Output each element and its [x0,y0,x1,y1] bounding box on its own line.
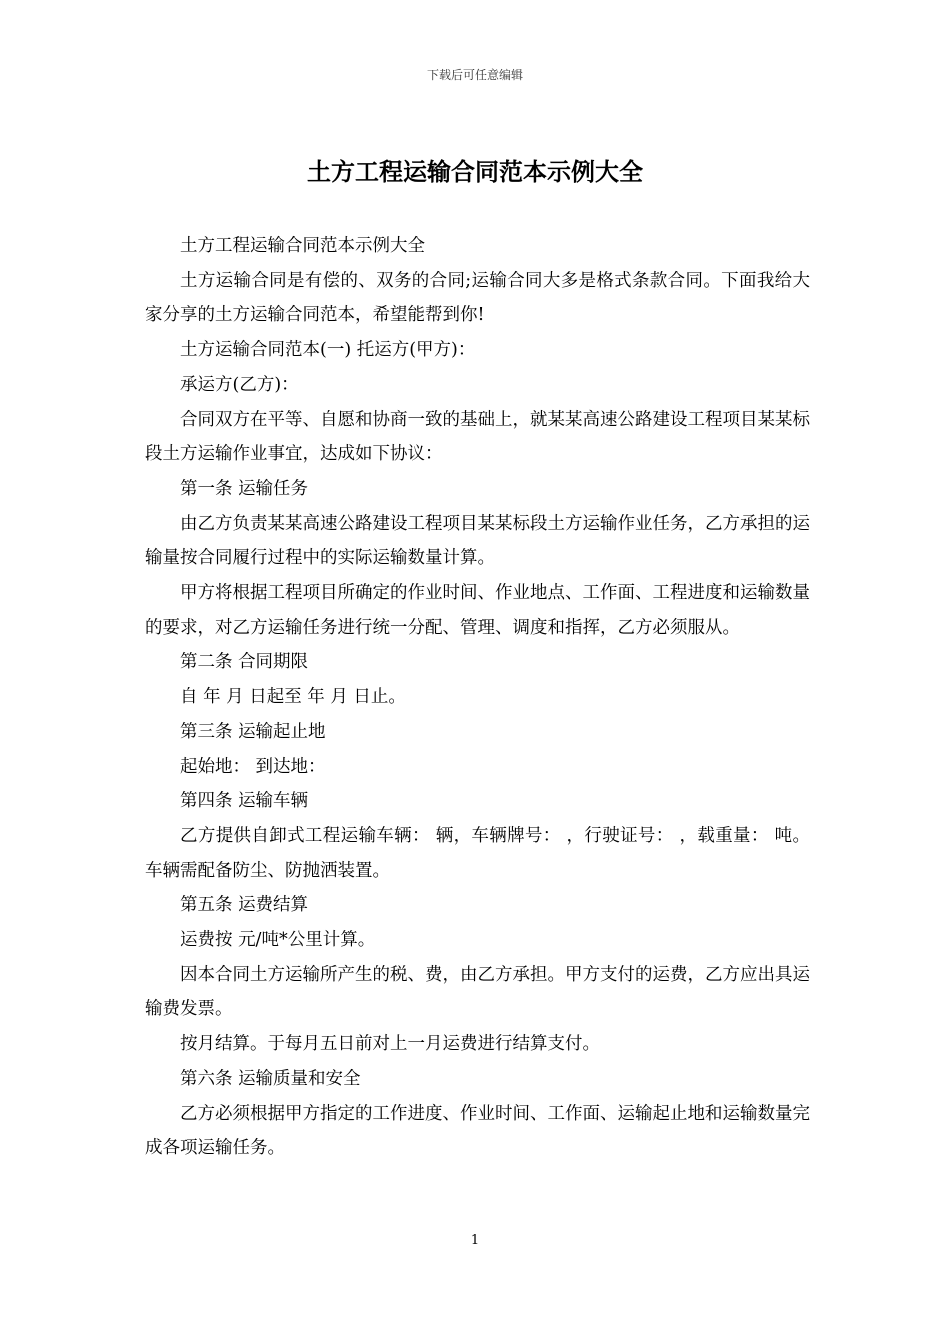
header-note: 下载后可任意编辑 [426,68,523,82]
paragraph: 运费按 元/吨*公里计算。 [180,930,376,951]
paragraph: 土方工程运输合同范本示例大全 [180,236,425,256]
paragraph: 自 年 月 日起至 年 月 日止。 [180,687,406,708]
article-heading: 第一条 运输任务 [180,478,309,499]
paragraph: 起始地： 到达地： [180,756,326,777]
page-number: 1 [470,1233,480,1248]
paragraph: 因本合同土方运输所产生的税、费，由乙方承担。甲方支付的运费，乙方应出具运输费发票。 [145,964,810,1020]
article-heading: 第五条 运费结算 [180,895,309,916]
paragraph: 乙方必须根据甲方指定的工作进度、作业时间、工作面、运输起止地和运输数量完成各项运输任务。 [145,1103,810,1159]
article-heading: 第二条 合同期限 [180,652,309,673]
paragraph: 乙方提供自卸式工程运输车辆： 辆，车辆牌号： ，行驶证号： ，载重量： 吨。车辆需配备防尘、防抛洒装置。 [145,825,810,881]
article-heading: 第四条 运输车辆 [180,791,309,812]
article-heading: 第三条 运输起止地 [180,721,326,742]
paragraph: 甲方将根据工程项目所确定的作业时间、作业地点、工作面、工程进度和运输数量的要求，对乙方运输任务进行统一分配、管理、调度和指挥，乙方必须服从。 [145,583,810,638]
document-body [145,229,810,1166]
paragraph: 承运方(乙方)： [180,374,299,395]
article-heading: 第六条 运输质量和安全 [180,1068,361,1089]
paragraph: 由乙方负责某某高速公路建设工程项目某某标段土方运输作业任务，乙方承担的运输量按合同履行过程中的实际运输数量计算。 [145,513,810,569]
paragraph: 按月结算。于每月五日前对上一月运费进行结算支付。 [180,1034,600,1055]
paragraph: 土方运输合同是有偿的、双务的合同;运输合同大多是格式条款合同。下面我给大家分享的土方运输合同范本，希望能帮到你! [145,270,810,326]
paragraph: 土方运输合同范本(一) 托运方(甲方)： [180,340,476,361]
document-title: 土方工程运输合同范本示例大全 [307,157,643,186]
paragraph: 合同双方在平等、自愿和协商一致的基础上，就某某高速公路建设工程项目某某标段土方运输作业事宜，达成如下协议： [145,409,810,465]
